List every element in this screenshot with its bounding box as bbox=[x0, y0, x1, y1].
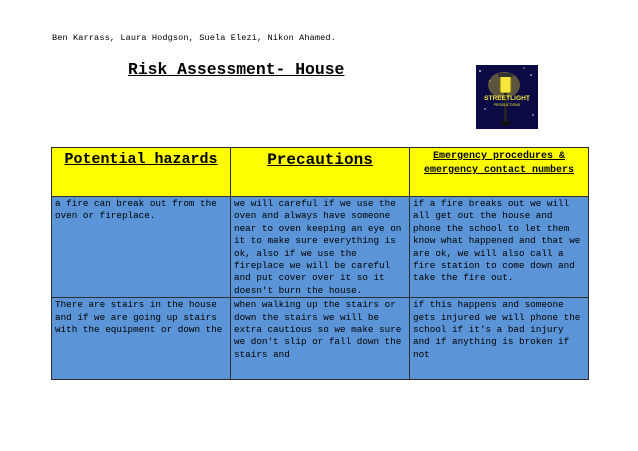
risk-assessment-table bbox=[51, 147, 589, 380]
logo-text-2: PRODUCTIONS bbox=[493, 103, 521, 107]
column-header-hazards: Potential hazards bbox=[52, 148, 231, 197]
logo-text-1: STREETLIGHT bbox=[484, 95, 530, 102]
table-cell-precaution: we will careful if we use the oven and always have someone near to oven keeping an eye on it to make sure everything is ok, also if we use the fireplace we will be careful and put cover over it so it doesn't burn the house. bbox=[231, 197, 410, 298]
table-cell-hazard: There are stairs in the house and if we are going up stairs with the equipment or down the bbox=[52, 298, 231, 380]
column-header-precautions: Precautions bbox=[231, 148, 410, 197]
document-title: Risk Assessment- House bbox=[128, 60, 345, 79]
table-cell-hazard: a fire can break out from the oven or fireplace. bbox=[52, 197, 231, 298]
table-cell-emergency: if a fire breaks out we will all get out the house and phone the school to let them know what happened and that we are ok, we will also call a fire station to come down and take the fire out. bbox=[410, 197, 589, 298]
streetlight-logo-icon bbox=[476, 65, 538, 129]
table-row bbox=[52, 298, 589, 380]
table-header-row bbox=[52, 148, 589, 197]
table-row bbox=[52, 197, 589, 298]
table-cell-precaution: when walking up the stairs or down the stairs we will be extra cautious so we make sure we don't slip or fall down the stairs and bbox=[231, 298, 410, 380]
table-cell-emergency: if this happens and someone gets injured we will phone the school if it's a bad injury and if anything is broken if not bbox=[410, 298, 589, 380]
column-header-emergency: Emergency procedures & emergency contact numbers bbox=[410, 148, 589, 197]
authors-line: Ben Karrass, Laura Hodgson, Suela Elezi, Nikon Ahamed. bbox=[52, 33, 336, 43]
